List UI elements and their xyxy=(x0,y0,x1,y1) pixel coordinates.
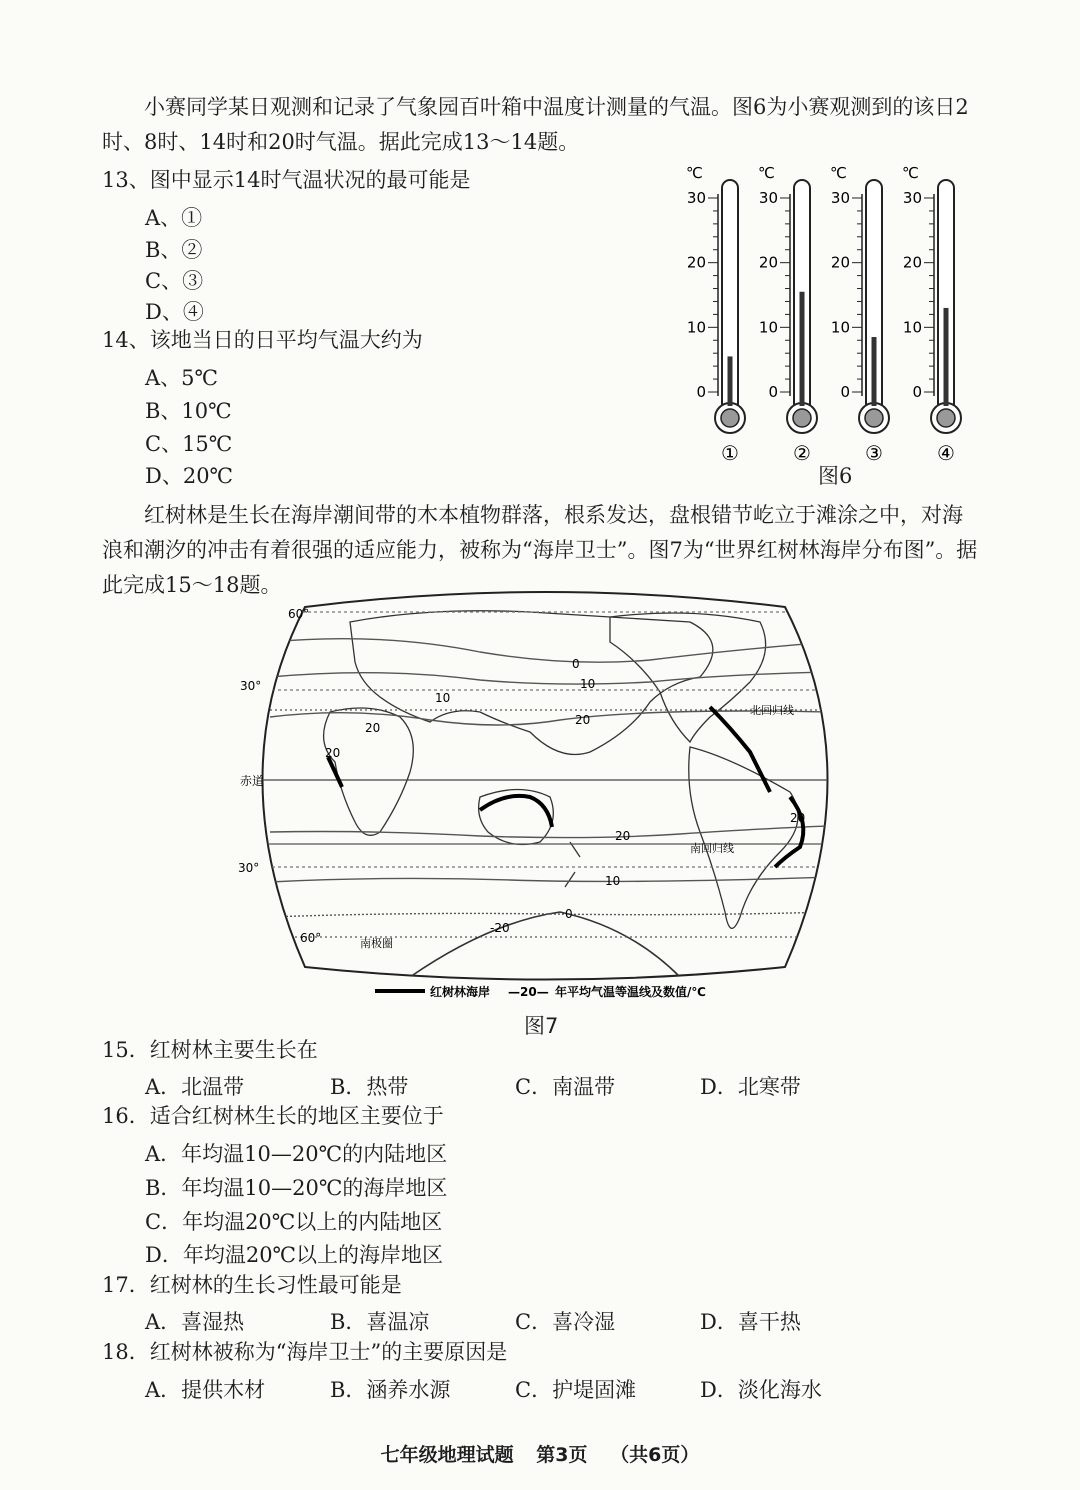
q15-option-c: C．南温带 xyxy=(515,1075,616,1099)
label-lat-60s: 60° xyxy=(300,931,322,945)
q16-option-d: D．年均温20℃以上的海岸地区 xyxy=(145,1243,444,1267)
iso-label: 20 xyxy=(790,811,806,825)
thermometer-mercury xyxy=(728,356,733,406)
q16-option-a: A．年均温10—20℃的内陆地区 xyxy=(145,1142,448,1166)
footer-page: 第3页 xyxy=(536,1444,588,1466)
q13-option-c: C、③ xyxy=(145,269,204,293)
label-lat-30n: 30° xyxy=(240,679,262,693)
iso-label: 10 xyxy=(580,677,596,691)
thermometer-unit: ℃ xyxy=(758,164,775,182)
iso-label: 20 xyxy=(615,829,631,843)
question-14-stem: 14、该地当日的日平均气温大约为 xyxy=(102,328,423,352)
thermometer-unit: ℃ xyxy=(830,164,847,182)
thermometer-label: ② xyxy=(793,441,811,465)
iso-label: 0 xyxy=(572,657,580,671)
thermometer-tick-label: 10 xyxy=(686,318,706,337)
q14-option-d: D、20℃ xyxy=(145,464,234,488)
iso-label: 20 xyxy=(325,746,341,760)
q13-option-a: A、① xyxy=(145,206,203,230)
mangrove-coast-south-america xyxy=(775,797,806,867)
thermometer-tick-label: 30 xyxy=(902,189,922,207)
q14-option-b: B、10℃ xyxy=(145,399,232,423)
figure-6-caption: 图6 xyxy=(818,464,853,488)
question-17-stem: 17．红树林的生长习性最可能是 xyxy=(102,1273,402,1297)
thermometer-label: ③ xyxy=(865,441,883,465)
question-15-stem: 15．红树林主要生长在 xyxy=(102,1038,318,1062)
q17-option-c: C．喜冷湿 xyxy=(515,1310,616,1334)
thermometer-tick-label: 30 xyxy=(830,189,850,207)
thermometer-bulb-core xyxy=(937,409,955,427)
q18-option-a: A．提供木材 xyxy=(145,1378,266,1402)
thermometer-bulb-core xyxy=(721,409,739,427)
question-13-stem: 13、图中显示14时气温状况的最可能是 xyxy=(102,168,471,192)
isotherm-10-north xyxy=(270,672,830,684)
thermometer-unit: ℃ xyxy=(686,164,703,182)
label-lat-60n: 60° xyxy=(288,607,310,621)
thermometer-tick-label: 20 xyxy=(686,253,706,272)
q17-option-d: D．喜干热 xyxy=(700,1310,801,1334)
legend-mangrove-label: 红树林海岸 xyxy=(430,985,491,999)
mangrove-coast-central-america xyxy=(710,707,770,792)
label-polar-south: 南极圈 xyxy=(360,937,393,950)
thermometer-mercury xyxy=(800,292,805,406)
thermometer-mercury xyxy=(872,337,877,406)
label-tropic-south: 南回归线 xyxy=(690,842,734,855)
thermometer-mercury xyxy=(944,308,949,406)
footer-total: （共6页） xyxy=(610,1444,700,1466)
q13-option-b: B、② xyxy=(145,238,203,262)
thermometer-tick-label: 0 xyxy=(768,383,778,401)
iso-label: 10 xyxy=(605,874,621,888)
mangrove-coast-australia xyxy=(480,796,552,827)
figure-7-world-map xyxy=(230,582,860,1002)
question-16-stem: 16．适合红树林生长的地区主要位于 xyxy=(102,1104,444,1128)
q18-option-d: D．淡化海水 xyxy=(700,1378,822,1402)
thermometer-tick-label: 0 xyxy=(840,383,850,401)
isotherm-10-south xyxy=(270,877,830,882)
q17-option-a: A．喜湿热 xyxy=(145,1310,245,1334)
continent-antarctica xyxy=(410,912,680,977)
label-equator: 赤道 xyxy=(240,774,265,788)
q14-option-a: A、5℃ xyxy=(145,366,219,390)
thermometer-unit: ℃ xyxy=(902,164,919,182)
q13-option-d: D、④ xyxy=(145,300,204,324)
thermometer-tick-label: 30 xyxy=(686,189,706,207)
q15-option-a: A．北温带 xyxy=(145,1075,245,1099)
thermometer-tick-label: 20 xyxy=(758,253,778,272)
q18-option-c: C．护堤固滩 xyxy=(515,1378,637,1402)
q14-option-c: C、15℃ xyxy=(145,432,233,456)
legend-isotherm-sample: —20— xyxy=(508,985,549,999)
question-18-stem: 18．红树林被称为“海岸卫士”的主要原因是 xyxy=(102,1340,508,1364)
thermometer-tick-label: 20 xyxy=(902,253,922,272)
iso-label: -20 xyxy=(490,921,510,935)
thermometer-bulb-core xyxy=(865,409,883,427)
isotherm-20-north xyxy=(270,711,830,725)
isotherm-0-south xyxy=(270,912,830,917)
figure-7-caption: 图7 xyxy=(524,1014,559,1038)
island-new-zealand xyxy=(565,842,580,887)
thermometer-tick-label: 10 xyxy=(902,318,922,337)
page-footer xyxy=(0,1440,1080,1467)
q15-option-b: B．热带 xyxy=(330,1075,409,1099)
intro-paragraph-2: 红树林是生长在海岸潮间带的木本植物群落，根系发达，盘根错节屹立于滩涂之中，对海浪和潮汐的冲击有着很强的适应能力，被称为“海岸卫士”。图7为“世界红树林海岸分布图”。据此完成15～18题。 xyxy=(102,503,978,597)
thermometer-tick-label: 30 xyxy=(758,189,778,207)
thermometer-tick-label: 10 xyxy=(830,318,850,337)
label-lat-30s: 30° xyxy=(238,861,260,875)
continent-south-america xyxy=(689,747,798,928)
q18-option-b: B．涵养水源 xyxy=(330,1378,451,1402)
thermometer-tick-label: 0 xyxy=(696,383,706,401)
legend-isotherm-label: 年平均气温等温线及数值/℃ xyxy=(555,985,706,999)
q16-option-c: C．年均温20℃以上的内陆地区 xyxy=(145,1210,443,1234)
q17-option-b: B．喜温凉 xyxy=(330,1310,430,1334)
thermometer-label: ① xyxy=(721,441,739,465)
thermometer-label: ④ xyxy=(937,441,955,465)
iso-label: 10 xyxy=(435,691,451,705)
q16-option-b: B．年均温10—20℃的海岸地区 xyxy=(145,1176,448,1200)
thermometer-bulb-core xyxy=(793,409,811,427)
q15-option-d: D．北寒带 xyxy=(700,1075,801,1099)
footer-subject: 七年级地理试题 xyxy=(380,1444,514,1466)
thermometer-tick-label: 0 xyxy=(912,383,922,401)
label-tropic-north: 北回归线 xyxy=(750,704,794,717)
intro-paragraph-1: 小赛同学某日观测和记录了气象园百叶箱中温度计测量的气温。图6为小赛观测到的该日2时、8时、14时和20时气温。据此完成13～14题。 xyxy=(102,95,969,154)
thermometer-tick-label: 10 xyxy=(758,318,778,337)
iso-label: 0 xyxy=(565,907,573,921)
thermometer-tick-label: 20 xyxy=(830,253,850,272)
iso-label: 20 xyxy=(575,713,591,727)
iso-label: 20 xyxy=(365,721,381,735)
figure-6-thermometers xyxy=(660,160,980,490)
